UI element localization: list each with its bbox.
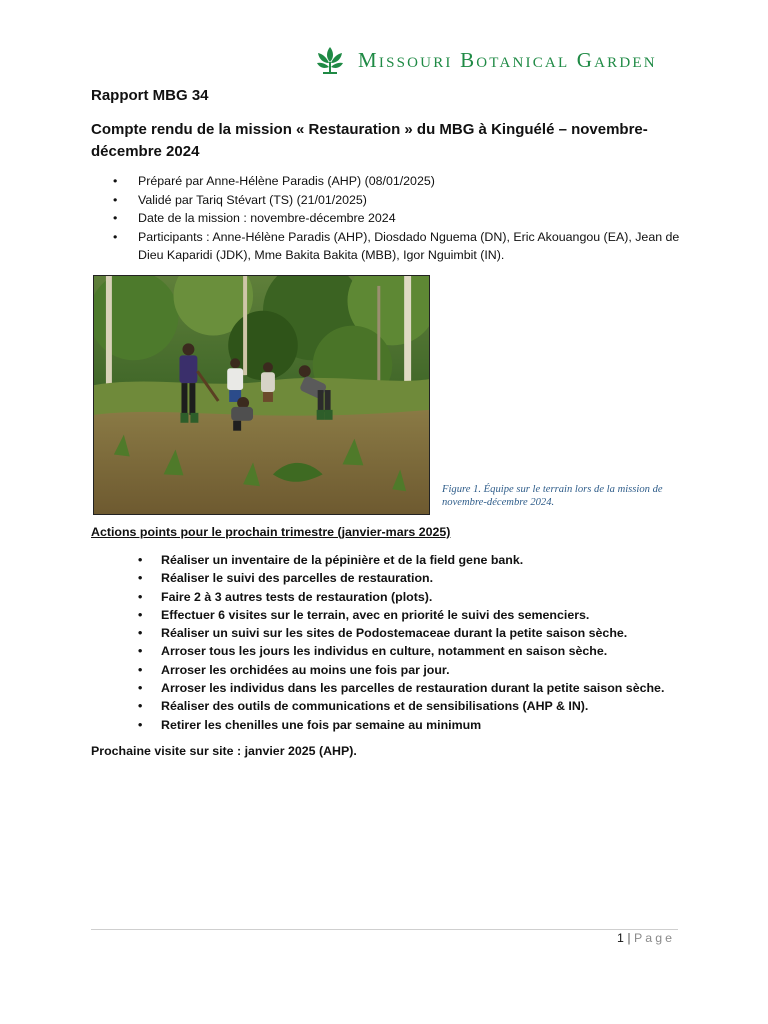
leaf-logo-icon [314, 44, 346, 76]
action-item: • Arroser tous les jours les individus en culture, notamment en saison sèche. [91, 642, 691, 660]
action-item: • Retirer les chenilles une fois par semaine au minimum [91, 716, 691, 734]
next-visit-note: Prochaine visite sur site : janvier 2025 (AHP). [91, 744, 357, 758]
footer-separator: | [627, 931, 631, 945]
page-label: Page [634, 931, 675, 945]
meta-mission-date: • Date de la mission : novembre-décembre 2024 [91, 209, 691, 228]
footer-divider [91, 929, 678, 930]
action-item: • Arroser les individus dans les parcelles de restauration durant la petite saison sèche. [91, 679, 691, 697]
action-item: • Réaliser un suivi sur les sites de Podostemaceae durant la petite saison sèche. [91, 624, 691, 642]
report-metadata-list [91, 172, 691, 265]
action-item: • Arroser les orchidées au moins une fois par jour. [91, 661, 691, 679]
action-points-list [91, 551, 691, 734]
report-number: Rapport MBG 34 [91, 87, 209, 104]
action-item: • Réaliser le suivi des parcelles de restauration. [91, 569, 691, 587]
action-item: • Réaliser un inventaire de la pépinière et de la field gene bank. [91, 551, 691, 569]
figure-caption: Figure 1. Équipe sur le terrain lors de la mission de novembre-décembre 2024. [442, 484, 663, 508]
meta-prepared-by: • Préparé par Anne-Hélène Paradis (AHP) (08/01/2025) [91, 172, 691, 191]
report-title: Compte rendu de la mission « Restauration » du MBG à Kinguélé – novembre-décembre 2024 [91, 121, 648, 160]
page-footer [617, 931, 675, 945]
actions-heading: Actions points pour le prochain trimestre (janvier-mars 2025) [91, 525, 451, 539]
meta-participants: • Participants : Anne-Hélène Paradis (AHP), Diosdado Nguema (DN), Eric Akouangou (EA), Jean de Dieu Kaparidi (JDK), Mme Bakita Bakita (MBB), Igor Nguimbit (IN). [91, 228, 691, 265]
action-item: • Effectuer 6 visites sur le terrain, avec en priorité le suivi des semenciers. [91, 606, 691, 624]
action-item: • Réaliser des outils de communications et de sensibilisations (AHP & IN). [91, 697, 691, 715]
action-item: • Faire 2 à 3 autres tests de restauration (plots). [91, 588, 691, 606]
field-team-photo [93, 275, 430, 515]
meta-validated-by: • Validé par Tariq Stévart (TS) (21/01/2025) [91, 191, 691, 210]
org-name: Missouri Botanical Garden [358, 47, 657, 72]
mbg-logo [314, 44, 676, 76]
page-number: 1 [617, 931, 624, 945]
